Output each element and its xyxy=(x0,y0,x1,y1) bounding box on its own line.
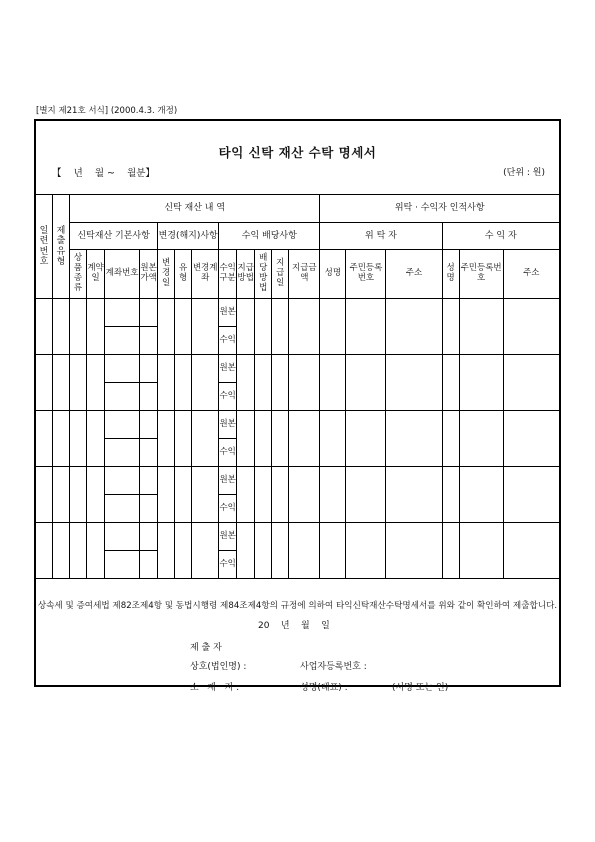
company-name-label: 상호(법인명) : xyxy=(190,662,247,672)
table-cell[interactable] xyxy=(442,299,459,355)
table-cell[interactable] xyxy=(320,355,346,411)
table-cell[interactable] xyxy=(192,411,219,467)
table-cell[interactable] xyxy=(503,523,559,579)
income-class-principal: 원본 xyxy=(219,355,237,383)
header-serial: 일련번호 xyxy=(36,195,53,299)
table-cell[interactable] xyxy=(175,299,192,355)
table-cell[interactable] xyxy=(105,355,140,383)
table-cell[interactable] xyxy=(158,355,175,411)
table-cell[interactable] xyxy=(140,355,158,383)
table-cell[interactable] xyxy=(105,551,140,579)
table-cell[interactable] xyxy=(36,523,53,579)
table-cell[interactable] xyxy=(105,299,140,327)
header-trust-details: 신탁 재산 내 역 xyxy=(70,195,320,223)
header-trustor: 위 탁 자 xyxy=(320,223,442,250)
table-cell[interactable] xyxy=(70,299,87,355)
header-principal: 원본가액 xyxy=(140,250,158,299)
table-cell[interactable] xyxy=(140,495,158,523)
header-change: 변경(해지)사항 xyxy=(158,223,219,250)
header-trustor-id: 주민등록번호 xyxy=(346,250,386,299)
table-cell[interactable] xyxy=(105,523,140,551)
declaration-text: 상속세 및 증여세법 제82조제4항 및 동법시행령 제84조제4항의 규정에 의하여 타익신탁재산수탁명세서를 위와 같이 확인하여 제출합니다. xyxy=(37,601,558,611)
header-pay-date: 지급일 xyxy=(272,250,289,299)
table-cell[interactable] xyxy=(237,523,255,579)
table-cell[interactable] xyxy=(140,383,158,411)
table-cell[interactable] xyxy=(272,355,289,411)
header-submission-type: 제출유형 xyxy=(53,195,70,299)
table-cell[interactable] xyxy=(105,327,140,355)
table-body xyxy=(36,299,560,579)
table-cell[interactable] xyxy=(386,523,442,579)
business-number-label: 사업자등록번호 : xyxy=(300,662,367,672)
header-basic: 신탁재산 기본사항 xyxy=(70,223,158,250)
table-cell[interactable] xyxy=(255,411,272,467)
header-contract-date: 계약일 xyxy=(87,250,105,299)
table-cell[interactable] xyxy=(87,299,105,355)
table-cell[interactable] xyxy=(255,467,272,523)
table-cell[interactable] xyxy=(87,523,105,579)
trust-property-table xyxy=(35,194,560,579)
table-cell[interactable] xyxy=(320,299,346,355)
table-cell[interactable] xyxy=(105,383,140,411)
table-cell[interactable] xyxy=(192,299,219,355)
table-cell[interactable] xyxy=(237,411,255,467)
table-cell[interactable] xyxy=(105,467,140,495)
table-cell[interactable] xyxy=(140,523,158,551)
income-class-income: 수익 xyxy=(219,383,237,411)
table-cell[interactable] xyxy=(192,523,219,579)
table-cell[interactable] xyxy=(105,411,140,439)
table-cell[interactable] xyxy=(36,299,53,355)
table-cell[interactable] xyxy=(87,411,105,467)
table-cell[interactable] xyxy=(158,467,175,523)
income-class-principal: 원본 xyxy=(219,411,237,439)
table-cell[interactable] xyxy=(140,327,158,355)
table-header xyxy=(36,195,560,299)
table-cell[interactable] xyxy=(346,355,386,411)
header-change-type: 유형 xyxy=(175,250,192,299)
table-cell[interactable] xyxy=(140,439,158,467)
header-ben-address: 주소 xyxy=(503,250,559,299)
table-cell[interactable] xyxy=(237,467,255,523)
table-cell[interactable] xyxy=(175,355,192,411)
header-ben-id: 주민등록번호 xyxy=(459,250,503,299)
submission-date: 20 년 월 일 xyxy=(258,621,330,631)
header-account-no: 계좌번호 xyxy=(105,250,140,299)
table-cell[interactable] xyxy=(272,411,289,467)
table-cell[interactable] xyxy=(346,411,386,467)
table-cell[interactable] xyxy=(386,411,442,467)
table-cell[interactable] xyxy=(320,523,346,579)
table-cell[interactable] xyxy=(459,411,503,467)
signature-note: (서명 또는 인) xyxy=(392,683,449,693)
table-cell[interactable] xyxy=(53,299,70,355)
table-cell[interactable] xyxy=(70,411,87,467)
income-class-principal: 원본 xyxy=(219,523,237,551)
table-cell[interactable] xyxy=(459,523,503,579)
table-cell[interactable] xyxy=(158,299,175,355)
table-cell[interactable] xyxy=(442,355,459,411)
table-cell[interactable] xyxy=(272,299,289,355)
header-income-class: 수익구분 xyxy=(219,250,237,299)
table-cell[interactable] xyxy=(105,495,140,523)
table-cell[interactable] xyxy=(346,299,386,355)
table-cell[interactable] xyxy=(192,355,219,411)
table-cell[interactable] xyxy=(272,523,289,579)
table-cell[interactable] xyxy=(346,523,386,579)
table-cell[interactable] xyxy=(503,299,559,355)
table-cell[interactable] xyxy=(459,467,503,523)
table-cell[interactable] xyxy=(53,355,70,411)
currency-unit: (단위 : 원) xyxy=(503,168,545,178)
header-changed-amount: 변경계좌 xyxy=(192,250,219,299)
table-cell[interactable] xyxy=(459,299,503,355)
header-change-date: 변경일 xyxy=(158,250,175,299)
table-cell[interactable] xyxy=(175,411,192,467)
table-row xyxy=(36,299,560,327)
table-cell[interactable] xyxy=(140,299,158,327)
header-dividend-method: 배당방법 xyxy=(255,250,272,299)
address-label: 소 재 지 : xyxy=(190,683,240,693)
table-cell[interactable] xyxy=(175,523,192,579)
header-trustor-name: 성명 xyxy=(320,250,346,299)
table-cell[interactable] xyxy=(289,523,320,579)
header-trustor-address: 주소 xyxy=(386,250,442,299)
table-cell[interactable] xyxy=(255,299,272,355)
table-cell[interactable] xyxy=(289,355,320,411)
table-cell[interactable] xyxy=(503,355,559,411)
table-cell[interactable] xyxy=(70,467,87,523)
table-cell[interactable] xyxy=(70,355,87,411)
table-cell[interactable] xyxy=(192,467,219,523)
table-cell[interactable] xyxy=(36,355,53,411)
header-product-type: 상품종류 xyxy=(70,250,87,299)
table-cell[interactable] xyxy=(53,411,70,467)
reporting-period: 【 년 월 ~ 월분】 xyxy=(52,168,155,179)
table-cell[interactable] xyxy=(289,411,320,467)
table-cell[interactable] xyxy=(272,467,289,523)
table-row xyxy=(36,523,560,551)
form-number-label: [별지 제21호 서식] (2000.4.3. 개정) xyxy=(36,106,178,116)
table-cell[interactable] xyxy=(386,355,442,411)
table-cell[interactable] xyxy=(53,523,70,579)
income-class-income: 수익 xyxy=(219,551,237,579)
header-beneficiary: 수 익 자 xyxy=(442,223,559,250)
table-cell[interactable] xyxy=(503,411,559,467)
table-cell[interactable] xyxy=(70,523,87,579)
table-cell[interactable] xyxy=(442,467,459,523)
table-cell[interactable] xyxy=(140,411,158,439)
income-class-principal: 원본 xyxy=(219,467,237,495)
header-party-info: 위탁 · 수익자 인적사항 xyxy=(320,195,560,223)
table-cell[interactable] xyxy=(459,355,503,411)
submitter-label: 제 출 자 xyxy=(190,643,222,653)
header-dividend: 수익 배당사항 xyxy=(219,223,320,250)
income-class-income: 수익 xyxy=(219,439,237,467)
table-cell[interactable] xyxy=(140,551,158,579)
representative-label: 성명(대표) : xyxy=(300,683,348,693)
table-cell[interactable] xyxy=(105,439,140,467)
table-cell[interactable] xyxy=(36,467,53,523)
income-class-income: 수익 xyxy=(219,495,237,523)
table-cell[interactable] xyxy=(53,467,70,523)
document-title: 타익 신탁 재산 수탁 명세서 xyxy=(218,145,377,160)
table-cell[interactable] xyxy=(320,467,346,523)
table-cell[interactable] xyxy=(346,467,386,523)
table-cell[interactable] xyxy=(237,355,255,411)
header-pay-method: 지급방법 xyxy=(237,250,255,299)
table-cell[interactable] xyxy=(255,355,272,411)
table-cell[interactable] xyxy=(289,299,320,355)
table-row xyxy=(36,467,560,495)
table-row xyxy=(36,355,560,383)
table-cell[interactable] xyxy=(442,411,459,467)
table-cell[interactable] xyxy=(442,523,459,579)
table-cell[interactable] xyxy=(320,411,346,467)
income-class-principal: 원본 xyxy=(219,299,237,327)
table-cell[interactable] xyxy=(158,411,175,467)
header-ben-name: 성명 xyxy=(442,250,459,299)
table-cell[interactable] xyxy=(175,467,192,523)
table-cell[interactable] xyxy=(255,523,272,579)
table-cell[interactable] xyxy=(386,467,442,523)
table-cell[interactable] xyxy=(87,355,105,411)
table-cell[interactable] xyxy=(36,411,53,467)
table-cell[interactable] xyxy=(503,467,559,523)
table-cell[interactable] xyxy=(237,299,255,355)
table-cell[interactable] xyxy=(289,467,320,523)
table-cell[interactable] xyxy=(386,299,442,355)
header-pay-amount: 지급금액 xyxy=(289,250,320,299)
table-cell[interactable] xyxy=(87,467,105,523)
table-cell[interactable] xyxy=(158,523,175,579)
table-row xyxy=(36,411,560,439)
table-cell[interactable] xyxy=(140,467,158,495)
income-class-income: 수익 xyxy=(219,327,237,355)
